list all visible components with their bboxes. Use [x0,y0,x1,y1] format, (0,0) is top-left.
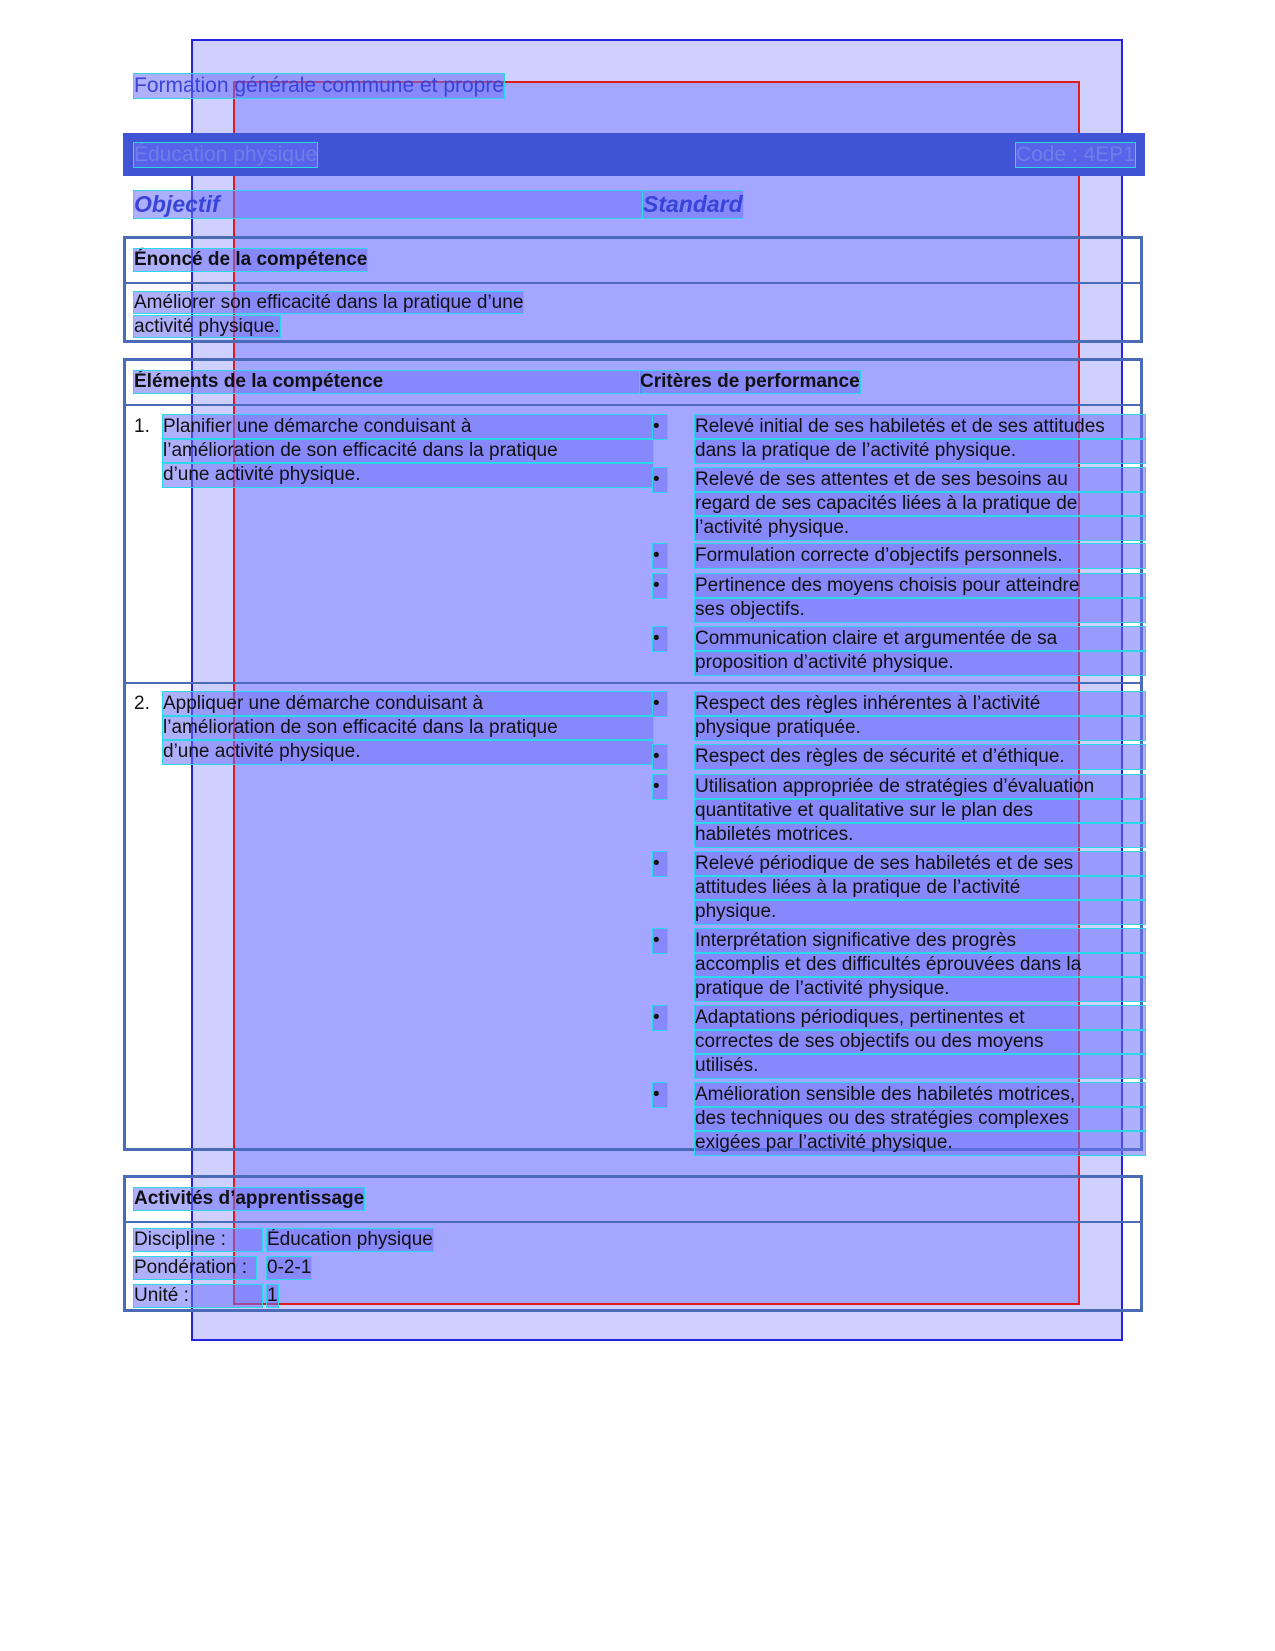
criterion-line: Interprétation significative des progrès [695,929,1145,953]
criterion-line: utilisés. [695,1054,1145,1078]
criterion-line: des techniques ou des stratégies complexes [695,1107,1145,1131]
criteria-list-1 [653,415,1138,673]
criterion-text [695,745,1145,769]
element-line: l’amélioration de son efficacité dans la pratique [163,439,653,463]
enonce-box [123,236,1143,343]
element-text [163,692,673,764]
element-line: d’une activité physique. [163,463,653,487]
bullet-icon: • [653,468,667,492]
enonce-text [134,291,523,339]
elements-box [123,358,1143,1151]
criterion-line: Communication claire et argumentée de sa [695,627,1145,651]
criterion-text [695,852,1145,924]
bullet-icon: • [653,745,667,769]
bullet-icon: • [653,929,667,953]
criterion-line: regard de ses capacités liées à la pratique de [695,492,1145,516]
row-divider [126,682,1140,684]
criterion-text [695,544,1145,568]
criterion-line: l’activité physique. [695,516,1145,540]
criterion-text [695,692,1145,740]
criterion-line: Relevé de ses attentes et de ses besoins au [695,468,1145,492]
enonce-title: Énoncé de la compétence [134,249,368,270]
element-number: 1. [134,416,150,437]
bullet-icon: • [653,415,667,439]
enonce-line: activité physique. [134,316,280,337]
criteria-title: Critères de performance [640,371,860,392]
criterion-line: Amélioration sensible des habiletés motrices, [695,1083,1145,1107]
element-line: Appliquer une démarche conduisant à [163,692,653,716]
criterion-text [695,929,1145,1001]
bullet-icon: • [653,544,667,568]
ponderation-value: 0-2-1 [267,1257,312,1278]
standard-heading: Standard [643,191,743,217]
bullet-icon: • [653,852,667,876]
criterion-line: Respect des règles de sécurité et d’éthique. [695,745,1145,769]
discipline-label: Discipline : [134,1229,262,1251]
criterion-line: exigées par l’activité physique. [695,1131,1145,1155]
criterion-line: accomplis et des difficultés éprouvées dans la [695,953,1145,977]
bullet-icon: • [653,692,667,716]
course-code: Code : 4EP1 [1015,143,1135,166]
enonce-header [126,239,1140,284]
criterion-line: quantitative et qualitative sur le plan des [695,799,1145,823]
criterion-line: Respect des règles inhérentes à l’activité [695,692,1145,716]
element-text [163,415,673,487]
criterion-line: Pertinence des moyens choisis pour atteindre [695,574,1145,598]
criterion-line: physique pratiquée. [695,716,1145,740]
enonce-line: Améliorer son efficacité dans la pratique d’une [134,292,524,313]
criteria-list-2 [653,692,1138,1153]
criterion-line: correctes de ses objectifs ou des moyens [695,1030,1145,1054]
bullet-icon: • [653,1006,667,1030]
bullet-icon: • [653,1083,667,1107]
unite-value: 1 [267,1285,278,1306]
criterion-text [695,775,1145,847]
criterion-text [695,574,1145,622]
course-banner [123,133,1145,176]
element-line: d’une activité physique. [163,740,653,764]
section-title: Formation générale commune et propre [134,74,505,97]
criterion-line: Adaptations périodiques, pertinentes et [695,1006,1145,1030]
criterion-line: habiletés motrices. [695,823,1145,847]
ponderation-label: Pondération : [134,1257,256,1279]
activites-title: Activités d’apprentissage [134,1188,365,1209]
discipline-value: Éducation physique [267,1229,433,1250]
activites-header [126,1178,1140,1223]
element-line: l’amélioration de son efficacité dans la pratique [163,716,653,740]
criterion-line: Relevé périodique de ses habiletés et de ses [695,852,1145,876]
unite-label: Unité : [134,1285,262,1307]
criterion-line: pratique de l’activité physique. [695,977,1145,1001]
criterion-line: Utilisation appropriée de stratégies d’évaluation [695,775,1145,799]
course-name: Éducation physique [134,143,318,166]
criterion-text [695,468,1145,540]
bullet-icon: • [653,775,667,799]
criterion-line: Relevé initial de ses habiletés et de ses attitudes [695,415,1145,439]
criterion-line: attitudes liées à la pratique de l’activité [695,876,1145,900]
criterion-text [695,1006,1145,1078]
elements-title: Éléments de la compétence [134,371,642,393]
objective-heading: Objectif [134,191,642,218]
element-number: 2. [134,693,150,714]
criterion-text [695,627,1145,675]
criterion-line: Formulation correcte d’objectifs personnels. [695,544,1145,568]
criterion-line: dans la pratique de l’activité physique. [695,439,1145,463]
criterion-text [695,1083,1145,1155]
criterion-line: proposition d’activité physique. [695,651,1145,675]
bullet-icon: • [653,574,667,598]
criterion-line: physique. [695,900,1145,924]
criterion-line: ses objectifs. [695,598,1145,622]
activites-box [123,1175,1143,1312]
elements-header [126,361,1140,406]
criterion-text [695,415,1145,463]
bullet-icon: • [653,627,667,651]
element-line: Planifier une démarche conduisant à [163,415,653,439]
